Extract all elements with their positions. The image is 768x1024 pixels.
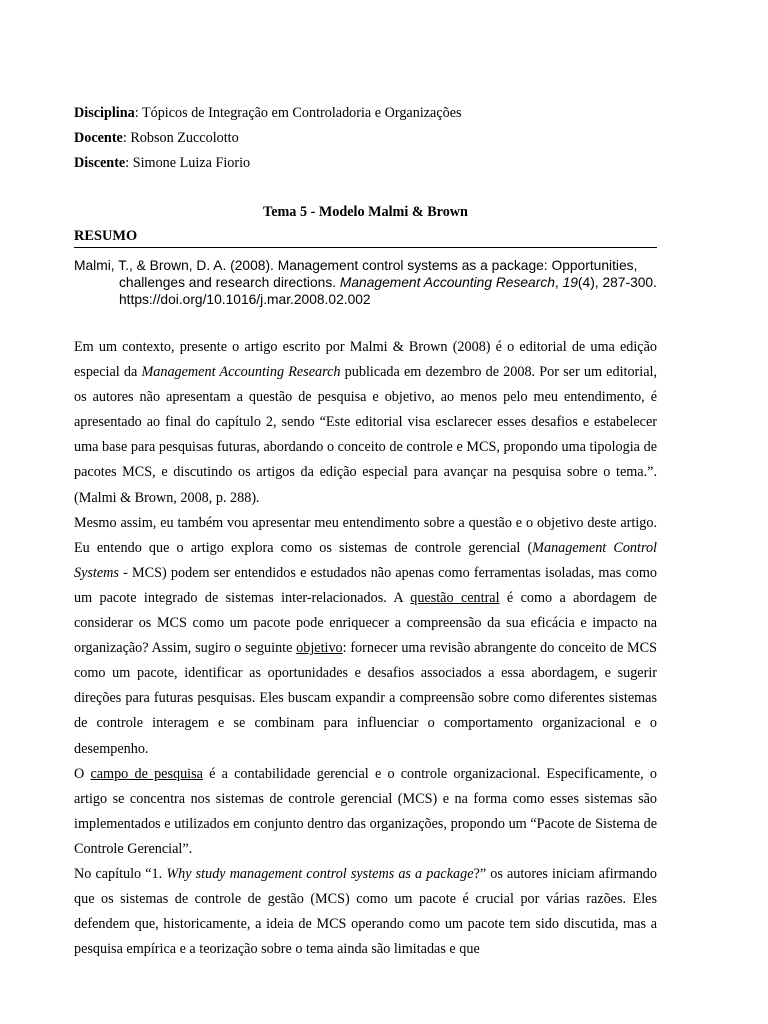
p1-journal: Management Accounting Research: [141, 364, 341, 381]
p4-chapter-italic: Why study management control systems as a package: [166, 865, 474, 882]
reference-authors: Malmi, T., & Brown, D. A. (2008). Management control systems as a package: Opportunities, challenges and research directions.: [74, 258, 638, 290]
discente-line: [74, 151, 657, 176]
p3-text-a: O: [74, 765, 91, 782]
disciplina-label: Disciplina: [74, 105, 135, 121]
p1-text-b: publicada em dezembro de 2008. Por ser um editorial, os autores não apresentam a questão de pesquisa e objetivo, ao menos pelo meu entendimento, é apresentado ao final do capítulo 2, sendo “Este editorial visa esclarecer esses desafios e estabelecer uma base para pesquisas futuras, abordando o conceito de controle e MCS, propondo uma tipologia de pacotes MCS, e discutindo os artigos da edição especial para avançar na pesquisa sobre o tema.”. (Malmi & Brown, 2008, p. 288).: [74, 364, 658, 506]
docente-label: Docente: [74, 130, 123, 146]
reference-rest: (4), 287-300. https://doi.org/10.1016/j.mar.2008.02.002: [119, 275, 657, 307]
p4-text-a: No capítulo “1.: [74, 865, 167, 882]
p1-text-a: Em um contexto, presente o artigo escrito por Malmi & Brown (2008) é o editorial de uma edição especial da: [74, 339, 657, 381]
tema-title: Tema 5 - Modelo Malmi & Brown: [263, 204, 468, 220]
document-body: [74, 335, 657, 962]
docente-value: : Robson Zuccolotto: [122, 130, 239, 146]
paragraph-3: [74, 762, 657, 862]
p4-text-b: ?” os autores iniciam afirmando que os sistemas de controle de gestão (MCS) como um pacote é crucial por várias razões. Eles defendem que, historicamente, a ideia de MCS operando como um pacote tem sido discutida, mas a pesquisa empírica e a teorização sobre o tema ainda são limitadas e que: [74, 865, 657, 958]
p2-text-d: : fornecer uma revisão abrangente do conceito de MCS como um pacote, identificar as oportunidades e desafios associados a essa abordagem, e sugerir direções para futuras pesquisas. Eles buscam expandir a compreensão sobre como diferentes sistemas de controle interagem e se combinam para influenciar o comportamento organizacional e o desempenho.: [74, 640, 657, 757]
p2-text-b: - MCS) podem ser entendidos e estudados não apenas como ferramentas isoladas, mas como um pacote integrado de sistemas inter-relacionados. A: [74, 564, 657, 606]
discente-label: Discente: [74, 155, 126, 171]
objetivo-underlined: objetivo: [296, 640, 343, 657]
document-page: [74, 101, 657, 962]
disciplina-line: [74, 101, 657, 126]
p2-text-c: é como a abordagem de considerar os MCS como um pacote pode enriquecer a compreensão da sua eficácia e impacto na organização? Assim, sugiro o seguinte: [74, 589, 657, 657]
p3-text-b: é a contabilidade gerencial e o controle organizacional. Especificamente, o artigo se concentra nos sistemas de controle gerencial (MCS) e na forma como esses sistemas são implementados e utilizados em conjunto dentro das organizações, propondo um “Pacote de Sistema de Controle Gerencial”.: [74, 765, 657, 857]
discente-value: : Simone Luiza Fiorio: [125, 155, 251, 171]
paragraph-2: [74, 511, 657, 762]
campo-pesquisa-underlined: campo de pesquisa: [90, 765, 203, 782]
reference-citation: [74, 257, 657, 308]
paragraph-4: [74, 862, 657, 962]
reference-volume: 19: [562, 275, 578, 290]
disciplina-value: : Tópicos de Integração em Controladoria e Organizações: [134, 105, 462, 121]
resumo-heading: RESUMO: [74, 228, 657, 248]
paragraph-1: [74, 335, 657, 511]
p2-mcs-italic: Management Control Systems: [74, 539, 657, 581]
reference-sep: ,: [554, 275, 563, 290]
p2-text-a: Mesmo assim, eu também vou apresentar meu entendimento sobre a questão e o objetivo deste artigo. Eu entendo que o artigo explora como os sistemas de controle gerencial (: [74, 514, 657, 556]
reference-journal: Management Accounting Research: [339, 275, 555, 290]
docente-line: [74, 126, 657, 151]
questao-central-underlined: questão central: [410, 589, 500, 606]
